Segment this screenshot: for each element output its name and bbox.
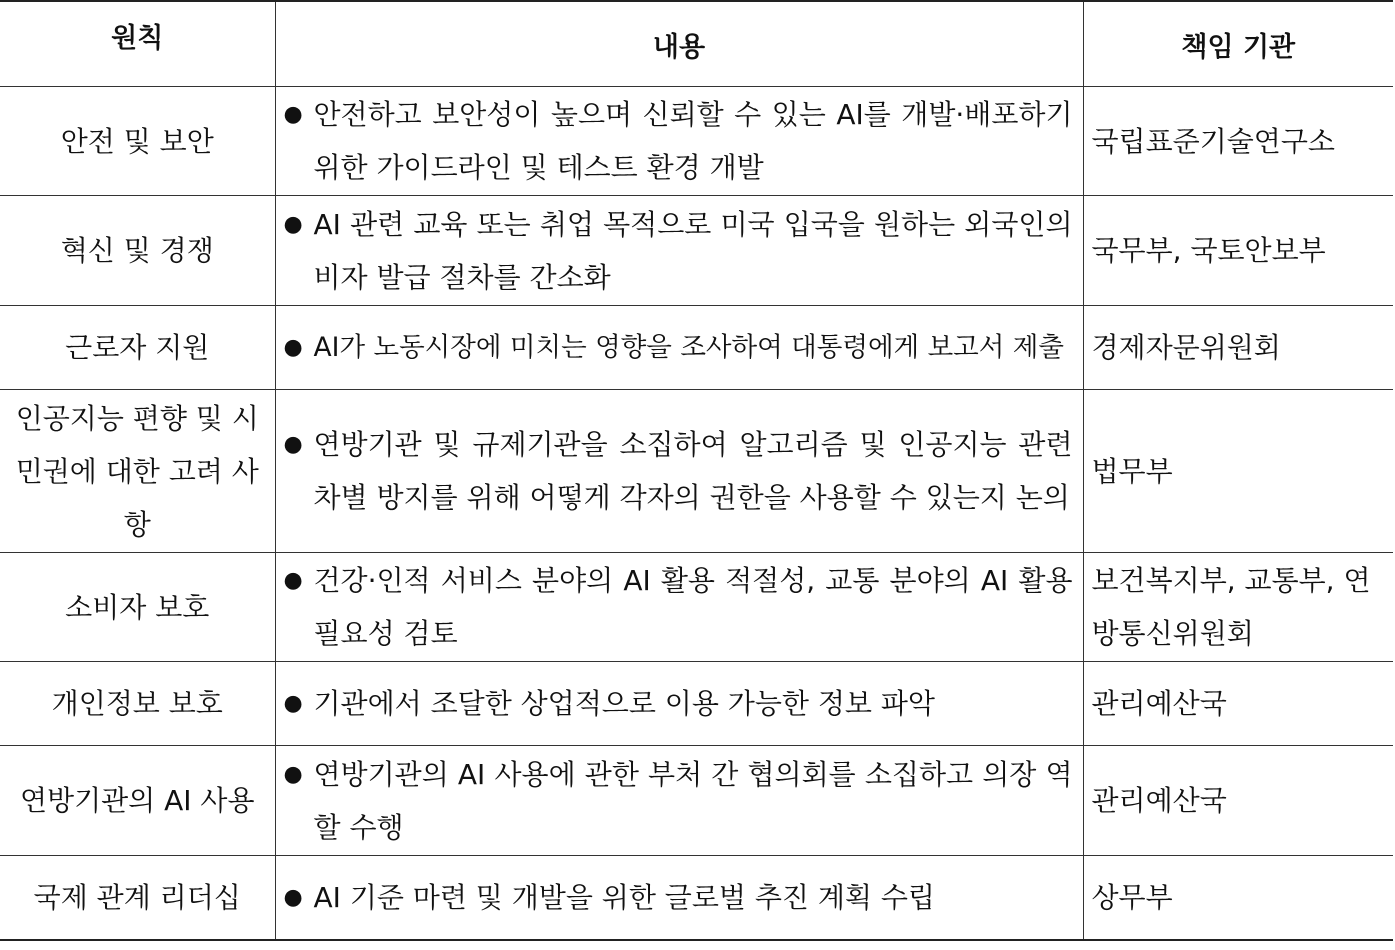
agency-cell: 관리예산국 [1083,662,1393,746]
content-cell [275,196,1083,306]
bullet-icon: ● [283,335,303,360]
header-content: 내용 [275,1,1083,87]
agency-cell: 관리예산국 [1083,746,1393,856]
agency-cell: 국립표준기술연구소 [1083,87,1393,196]
principle-cell: 국제 관계 리더십 [0,856,275,940]
table-row [0,746,1393,856]
content-cell [275,856,1083,940]
bullet-icon: ● [283,691,303,716]
content-cell [275,662,1083,746]
table-row [0,390,1393,553]
principle-cell: 혁신 및 경쟁 [0,196,275,306]
bullet-icon: ● [283,761,303,787]
content-text: AI 기준 마련 및 개발을 위한 글로벌 추진 계획 수립 [313,880,935,914]
principle-cell: 인공지능 편향 및 시민권에 대한 고려 사항 [0,390,275,553]
header-row [0,1,1393,87]
table-row [0,196,1393,306]
table-row [0,87,1393,196]
bullet-icon: ● [283,211,303,237]
bullet-icon: ● [283,884,303,910]
content-cell [275,306,1083,390]
content-cell [275,746,1083,856]
agency-cell: 경제자문위원회 [1083,306,1393,390]
bullet-icon: ● [283,102,303,127]
agency-cell: 국무부, 국토안보부 [1083,196,1393,306]
content-text: AI 관련 교육 또는 취업 목적으로 미국 입국을 원하는 외국인의 비자 발급 절차를 간소화 [313,207,1073,294]
agency-cell: 보건복지부, 교통부, 연방통신위원회 [1083,553,1393,662]
content-text: 안전하고 보안성이 높으며 신뢰할 수 있는 AI를 개발·배포하기 위한 가이드라인 및 테스트 환경 개발 [313,98,1073,184]
principle-cell: 개인정보 보호 [0,662,275,746]
header-principle: 원칙 [0,1,275,87]
content-text: 연방기관의 AI 사용에 관한 부처 간 협의회를 소집하고 의장 역할 수행 [313,757,1073,844]
table-row [0,662,1393,746]
agency-cell: 법무부 [1083,390,1393,553]
principle-cell: 소비자 보호 [0,553,275,662]
bullet-icon: ● [283,568,303,593]
content-text: AI가 노동시장에 미치는 영향을 조사하여 대통령에게 보고서 제출 [313,332,1064,363]
principle-cell: 연방기관의 AI 사용 [0,746,275,856]
content-text: 연방기관 및 규제기관을 소집하여 알고리즘 및 인공지능 관련 차별 방지를 위해 어떻게 각자의 권한을 사용할 수 있는지 논의 [313,428,1073,514]
content-cell [275,87,1083,196]
principle-cell: 근로자 지원 [0,306,275,390]
bullet-icon: ● [283,432,303,457]
content-text: 건강·인적 서비스 분야의 AI 활용 적절성, 교통 분야의 AI 활용 필요성 검토 [313,564,1073,650]
agency-cell: 상무부 [1083,856,1393,940]
table-row [0,306,1393,390]
content-cell [275,390,1083,553]
content-cell [275,553,1083,662]
table-row [0,856,1393,940]
principle-cell: 안전 및 보안 [0,87,275,196]
header-agency: 책임 기관 [1083,1,1393,87]
content-text: 기관에서 조달한 상업적으로 이용 가능한 정보 파악 [313,687,935,720]
table-row [0,553,1393,662]
